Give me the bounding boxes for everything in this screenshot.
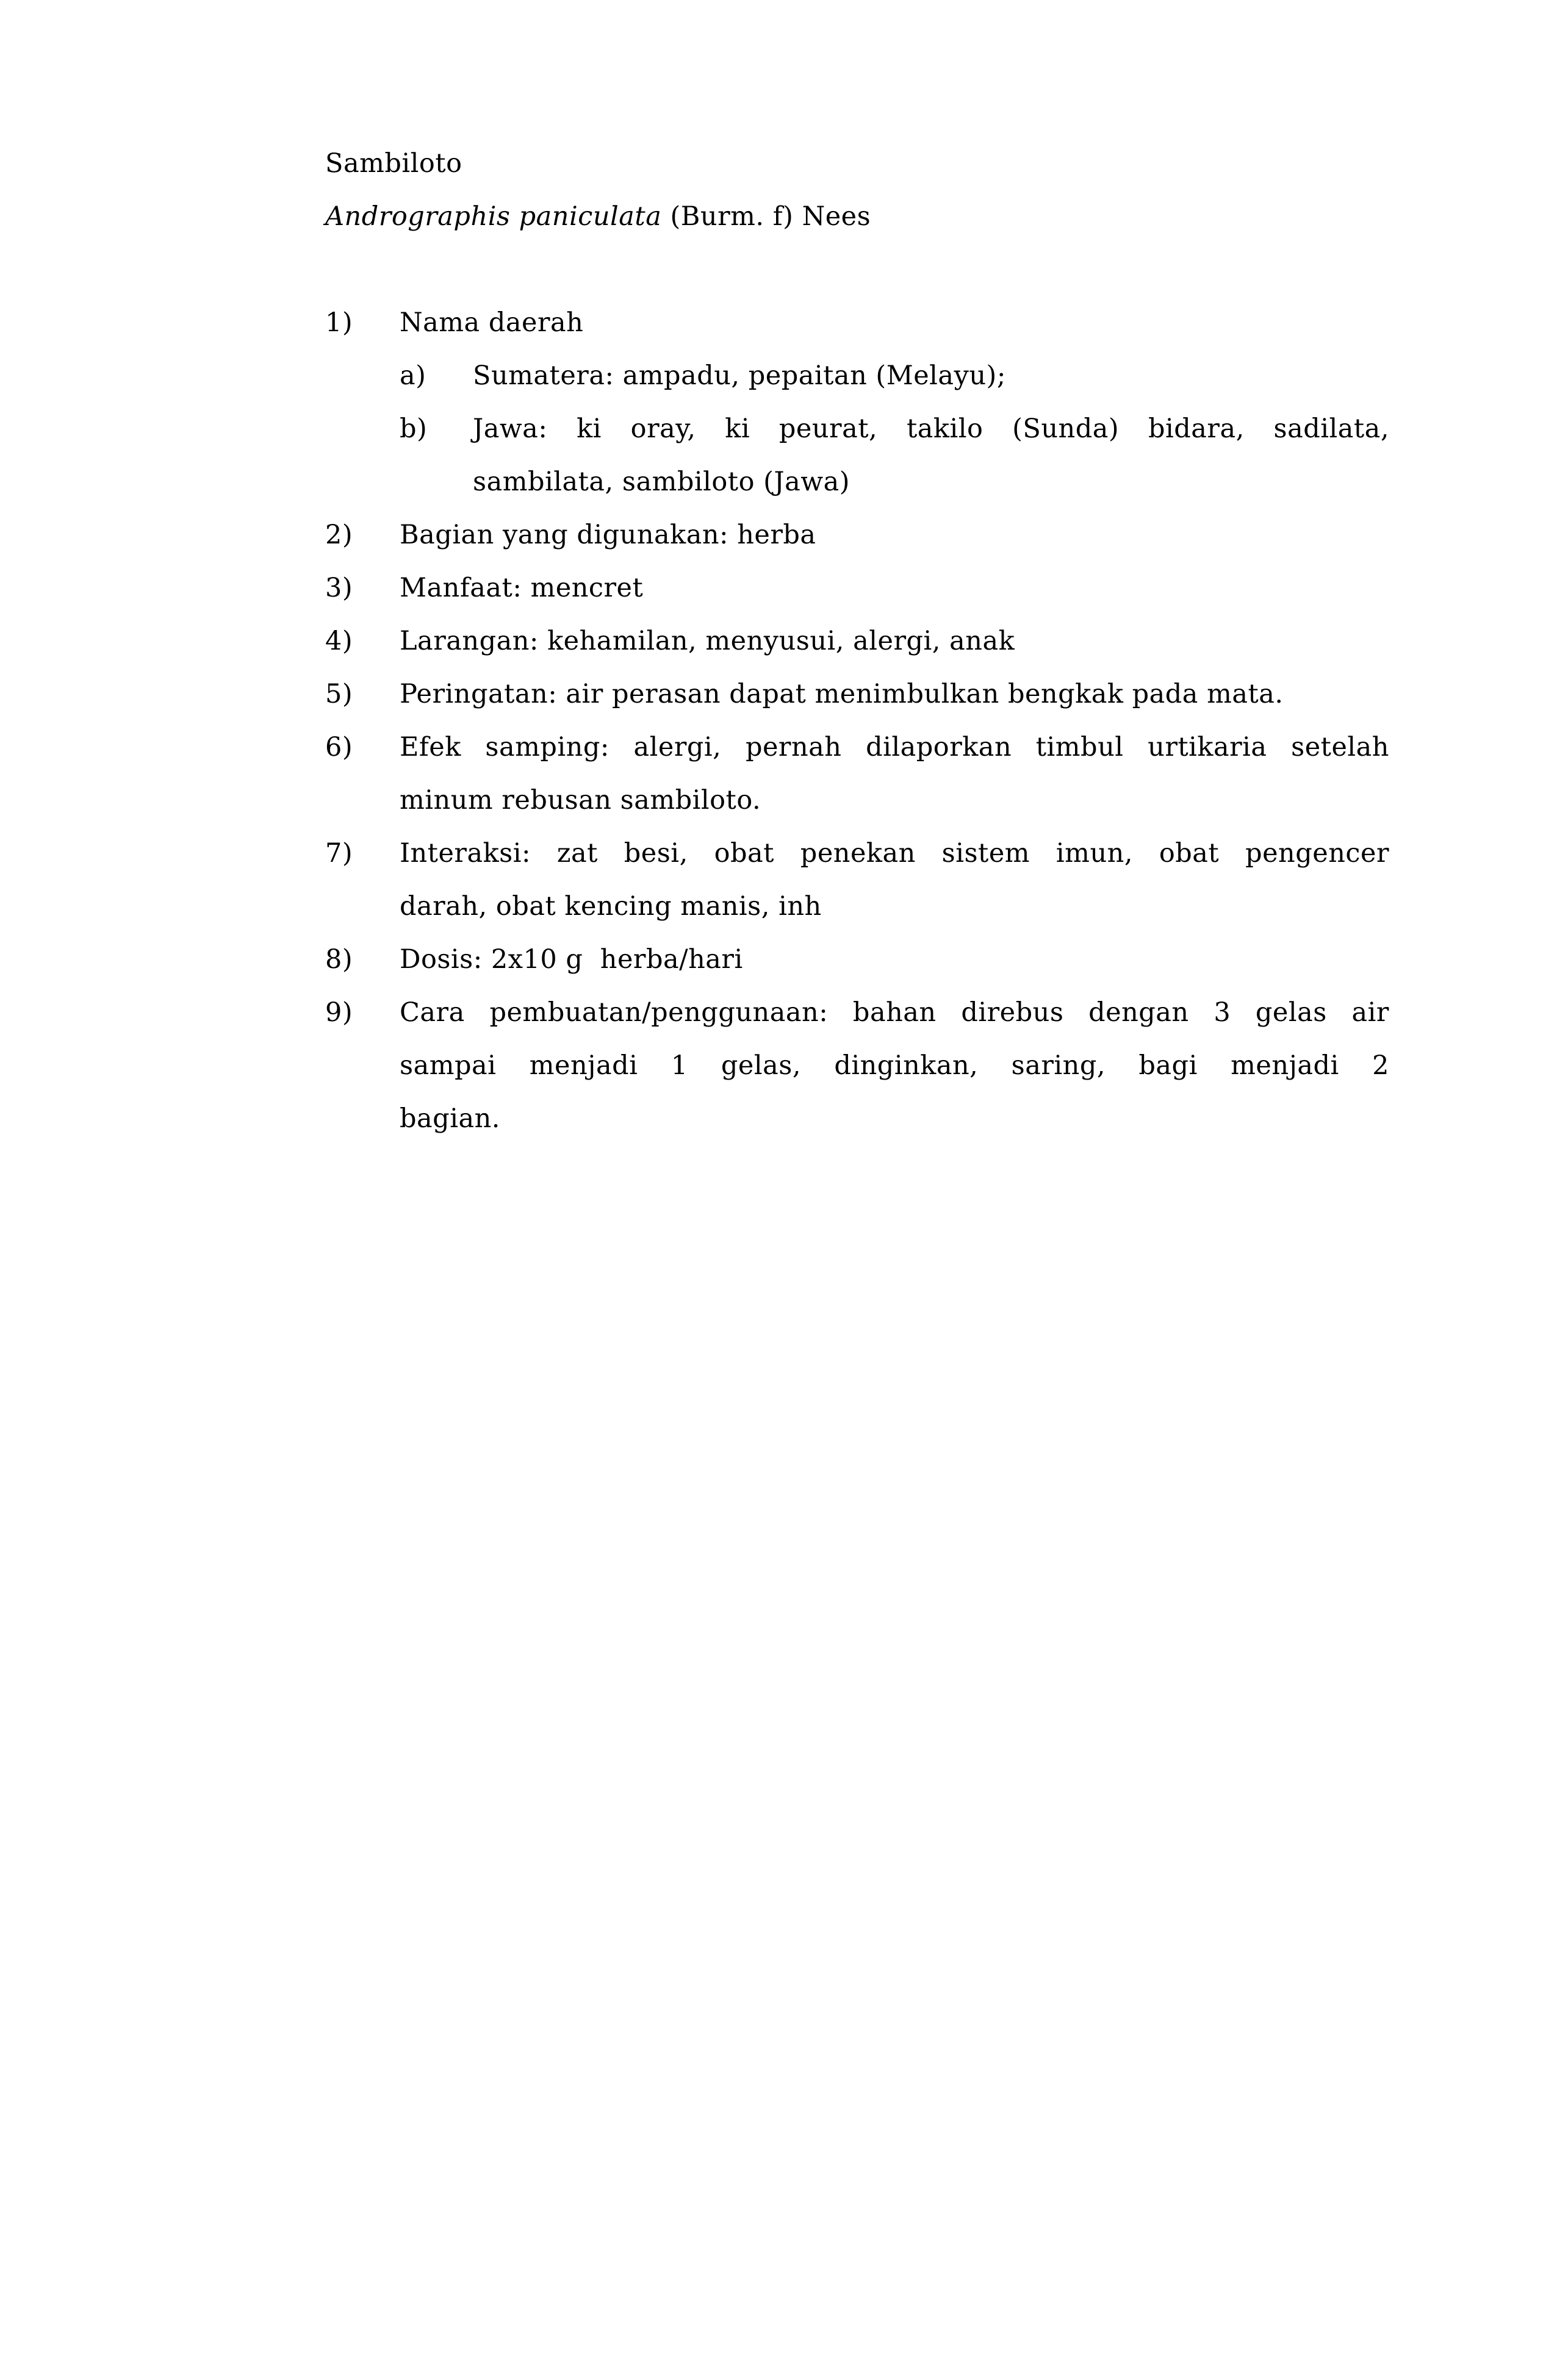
item-marker: 9)	[325, 997, 353, 1028]
sub-item-text-line: sambilata, sambiloto (Jawa)	[473, 467, 850, 497]
item-marker: 3)	[325, 573, 353, 603]
item-text-line: sampai menjadi 1 gelas, dinginkan, saring, bagi menjadi 2	[400, 1050, 1389, 1081]
plant-scientific-name	[325, 190, 1389, 243]
scientific-name-authority: (Burm. f) Nees	[661, 201, 871, 232]
item-marker: 5)	[325, 679, 353, 709]
sub-item-jawa	[400, 403, 1389, 509]
item-text-line: Efek samping: alergi, pernah dilaporkan timbul urtikaria setelah	[400, 732, 1389, 762]
item-marker: 7)	[325, 838, 353, 869]
scientific-name-italic: Andrographis paniculata	[325, 201, 662, 232]
item-text: Bagian yang digunakan: herba	[400, 520, 816, 550]
item-text: Nama daerah	[400, 307, 584, 338]
list-item-efek-samping	[325, 721, 1389, 827]
item-marker: 2)	[325, 520, 353, 550]
item-text-line: Cara pembuatan/penggunaan: bahan direbus dengan 3 gelas air	[400, 997, 1389, 1028]
sub-item-text-line: Jawa: ki oray, ki peurat, takilo (Sunda) bidara, sadilata,	[473, 414, 1389, 444]
sub-list	[400, 349, 1389, 509]
list-item-cara-pembuatan	[325, 986, 1389, 1145]
item-marker: 4)	[325, 626, 353, 656]
item-marker: 1)	[325, 307, 353, 338]
item-text-line: darah, obat kencing manis, inh	[400, 891, 822, 922]
item-marker: 6)	[325, 732, 353, 762]
list-item-manfaat	[325, 562, 1389, 615]
numbered-list	[325, 296, 1389, 1145]
list-item-larangan	[325, 615, 1389, 668]
sub-item-text: Sumatera: ampadu, pepaitan (Melayu);	[473, 360, 1006, 391]
plant-local-name: Sambiloto	[325, 148, 462, 179]
item-marker: 8)	[325, 944, 353, 975]
item-text: Dosis: 2x10 g herba/hari	[400, 944, 743, 975]
sub-item-marker: a)	[400, 360, 426, 391]
item-text: Manfaat: mencret	[400, 573, 644, 603]
list-item-nama-daerah	[325, 296, 1389, 509]
list-item-interaksi	[325, 827, 1389, 933]
item-text-line: minum rebusan sambiloto.	[400, 785, 761, 815]
list-item-peringatan	[325, 668, 1389, 721]
item-text-line: Interaksi: zat besi, obat penekan sistem imun, obat pengencer	[400, 838, 1389, 869]
sub-item-sumatera	[400, 349, 1389, 403]
sub-item-marker: b)	[400, 414, 428, 444]
item-text: Peringatan: air perasan dapat menimbulkan bengkak pada mata.	[400, 679, 1284, 709]
list-item-dosis	[325, 933, 1389, 986]
item-text: Larangan: kehamilan, menyusui, alergi, anak	[400, 626, 1015, 656]
item-text-line: bagian.	[400, 1103, 500, 1134]
list-item-bagian	[325, 509, 1389, 562]
